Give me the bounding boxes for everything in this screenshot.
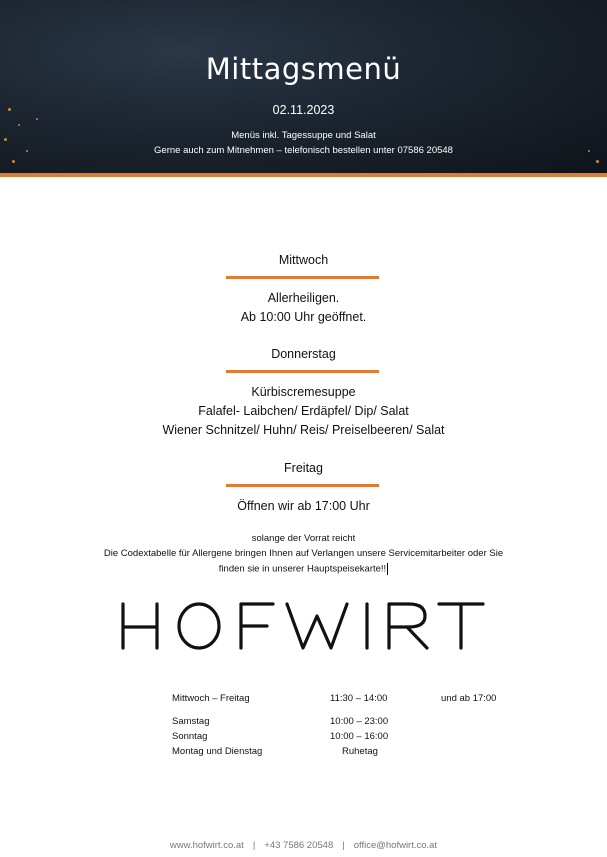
footer-separator: |: [252, 840, 256, 851]
hours-days: Mittwoch – Freitag: [172, 693, 250, 704]
hours-extra: und ab 17:00: [441, 693, 497, 704]
header-banner: [0, 0, 607, 174]
allergen-note-text: finden sie in unserer Hauptspeisekarte!!: [218, 563, 387, 575]
hours-days: Montag und Dienstag: [172, 746, 263, 757]
stock-note: solange der Vorrat reicht: [251, 533, 356, 544]
allergen-note-continued: [0, 563, 607, 575]
day-divider: [226, 484, 379, 487]
header-divider: [0, 173, 607, 177]
menu-line: Wiener Schnitzel/ Huhn/ Reis/ Preiselbeeren/ Salat: [162, 423, 445, 437]
allergen-note: Die Codextabelle für Allergene bringen Ihnen auf Verlangen unsere Servicemitarbeiter oder Sie: [103, 548, 504, 559]
menu-line: Allerheiligen.: [267, 291, 340, 305]
header-subline: Menüs inkl. Tagessuppe und Salat: [231, 130, 376, 141]
hours-time: 10:00 – 16:00: [330, 731, 389, 742]
menu-line: Öffnen wir ab 17:00 Uhr: [237, 499, 370, 513]
footer-separator: |: [342, 840, 345, 851]
footer: [0, 840, 607, 851]
hours-time: 10:00 – 23:00: [330, 716, 389, 727]
day-divider: [226, 276, 379, 279]
hours-days: Sonntag: [172, 731, 208, 742]
footer-email-link[interactable]: office@hofwirt.co.at: [353, 840, 438, 851]
footer-website-link[interactable]: www.hofwirt.co.at: [169, 840, 244, 851]
hours-days: Samstag: [172, 716, 210, 727]
day-heading-wednesday: Mittwoch: [278, 253, 329, 267]
page-title: Mittagsmenü: [205, 52, 402, 86]
day-heading-thursday: Donnerstag: [271, 347, 336, 361]
menu-line: Falafel- Laibchen/ Erdäpfel/ Dip/ Salat: [198, 404, 409, 418]
text-caret: [387, 563, 388, 575]
menu-date: 02.11.2023: [272, 103, 335, 117]
decorative-speck: [12, 160, 15, 163]
day-heading-friday: Freitag: [284, 461, 323, 475]
header-order-info: Gerne auch zum Mitnehmen – telefonisch bestellen unter 07586 20548: [154, 145, 453, 156]
decorative-speck: [18, 124, 20, 126]
day-divider: [226, 370, 379, 373]
menu-line: Ab 10:00 Uhr geöffnet.: [240, 310, 367, 324]
footer-phone[interactable]: +43 7586 20548: [264, 840, 334, 851]
hours-time: 11:30 – 14:00: [330, 693, 388, 704]
menu-line: Kürbiscremesuppe: [251, 385, 356, 399]
decorative-speck: [596, 160, 599, 163]
hours-time: Ruhetag: [342, 746, 378, 757]
hofwirt-logo: [117, 598, 489, 656]
decorative-speck: [36, 118, 38, 120]
